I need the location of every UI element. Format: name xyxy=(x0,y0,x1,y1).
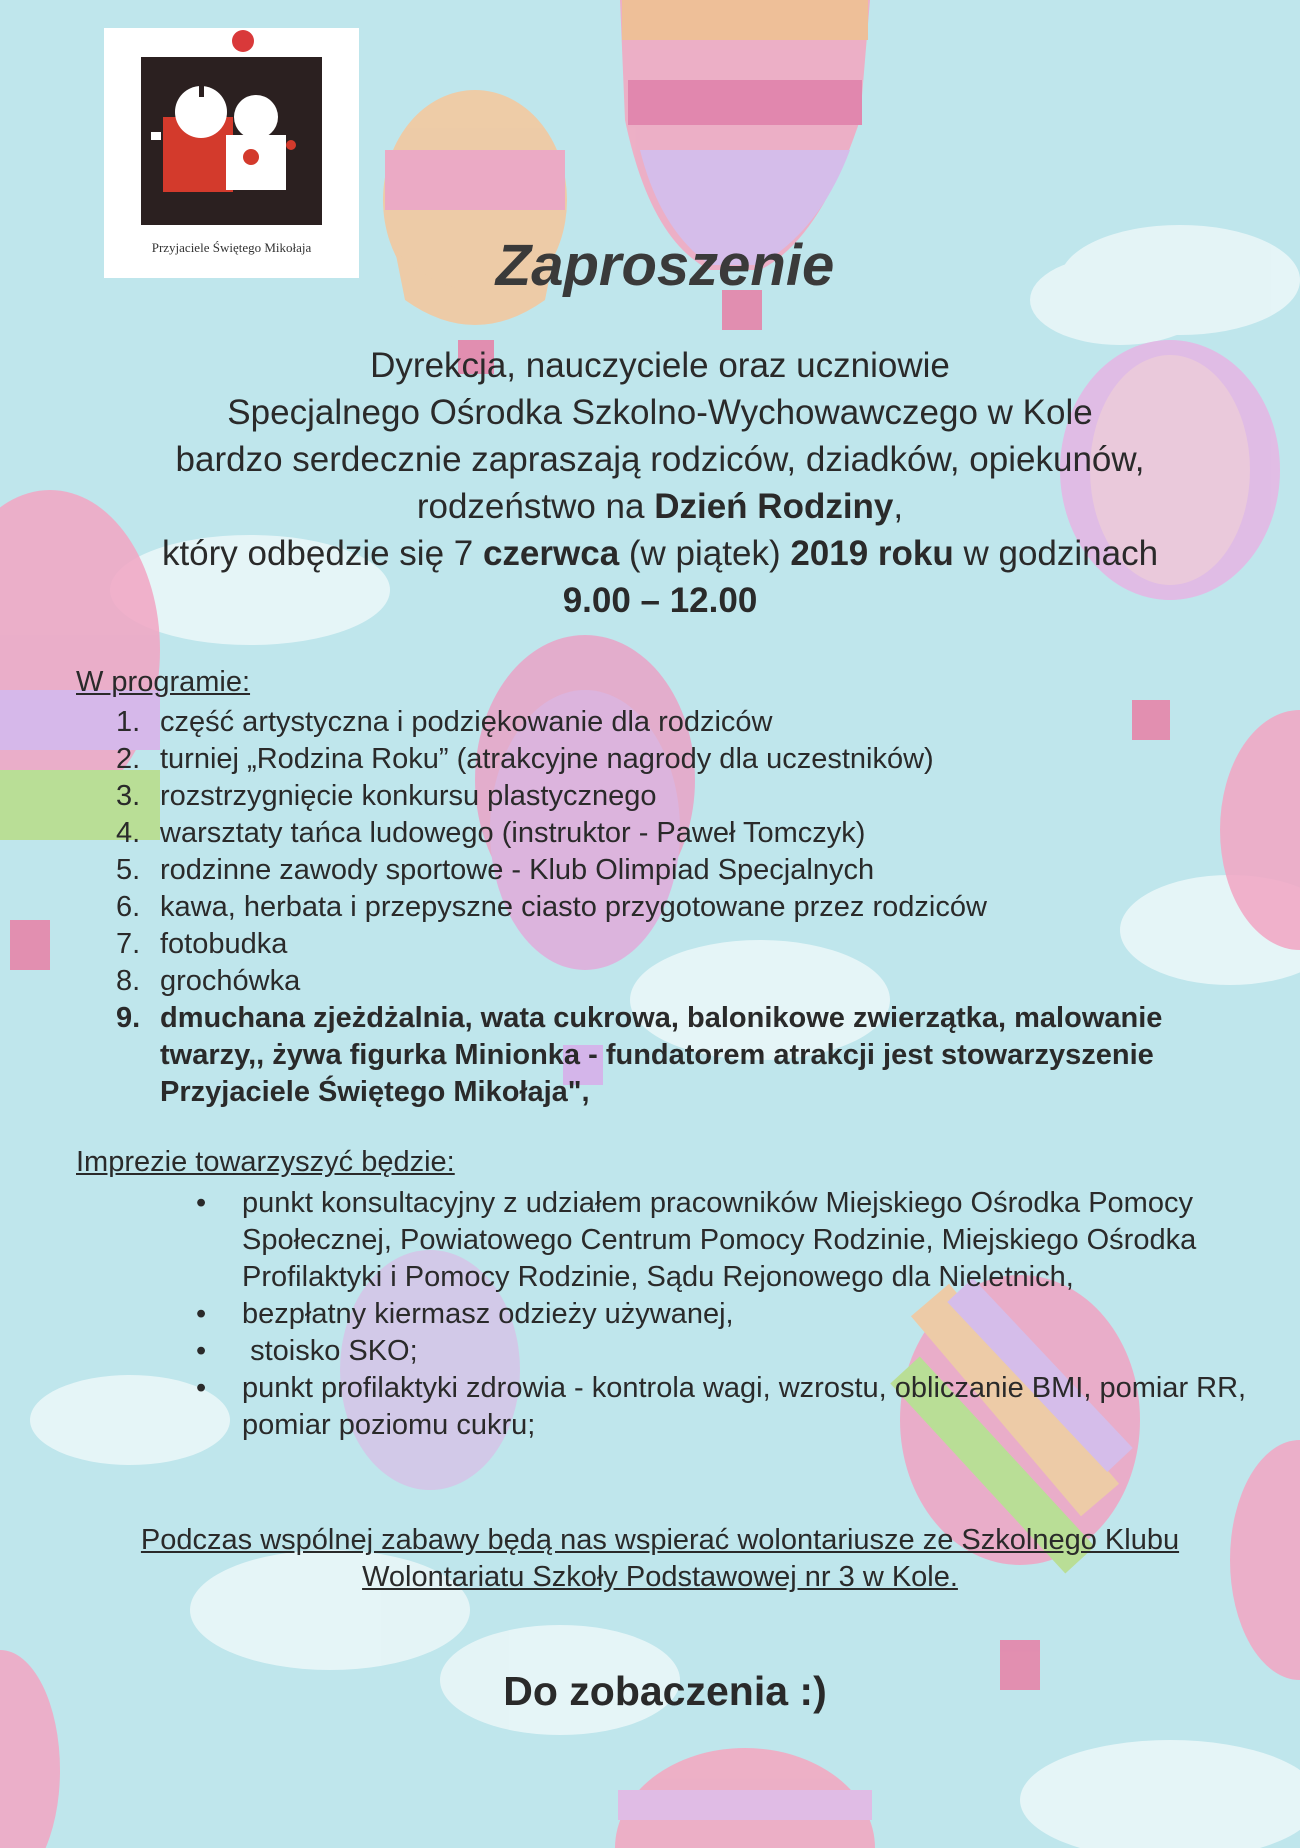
program-item-text: turniej „Rodzina Roku” (atrakcyjne nagrody dla uczestników) xyxy=(160,743,934,775)
event-time: 9.00 – 12.00 xyxy=(562,581,758,620)
intro-line: Specjalnego Ośrodka Szkolno-Wychowawczego w Kole xyxy=(227,393,1093,432)
program-item xyxy=(116,926,1266,963)
extras-item xyxy=(196,1333,1256,1370)
extras-item-text: stoisko SKO; xyxy=(242,1335,418,1367)
event-year: 2019 roku xyxy=(790,534,954,573)
program-list xyxy=(116,704,1266,1111)
program-item xyxy=(116,815,1266,852)
intro-line: bardzo serdecznie zapraszają rodziców, dziadków, opiekunów, xyxy=(175,440,1145,479)
extras-item-text: punkt profilaktyki zdrowia - kontrola wagi, wzrostu, obliczanie BMI, pomiar RR, pomiar poziomu cukru; xyxy=(242,1372,1255,1441)
extras-list xyxy=(196,1185,1256,1444)
program-item-number: 8. xyxy=(116,965,141,997)
program-item xyxy=(116,741,1266,778)
volunteers-note xyxy=(60,1522,1260,1596)
event-month: czerwca xyxy=(482,534,620,573)
extras-item xyxy=(196,1370,1256,1444)
volunteers-line: Wolontariatu Szkoły Podstawowej nr 3 w Kole. xyxy=(362,1561,958,1593)
program-item-text: część artystyczna i podziękowanie dla rodziców xyxy=(160,706,773,738)
program-item-number: 1. xyxy=(116,706,141,738)
program-item-text: warsztaty tańca ludowego (instruktor - Paweł Tomczyk) xyxy=(160,817,866,849)
logo-caption: Przyjaciele Świętego Mikołaja xyxy=(151,240,312,255)
intro-text: który odbędzie się 7 xyxy=(161,534,483,573)
program-item-text: rozstrzygnięcie konkursu plastycznego xyxy=(160,780,657,812)
intro-text: (w piątek) xyxy=(619,534,791,573)
program-item xyxy=(116,778,1266,815)
extras-item-text: punkt konsultacyjny z udziałem pracowników Miejskiego Ośrodka Pomocy Społecznej, Powiatowego Centrum Pomocy Rodzinie, Miejskiego Ośrodka Profilaktyki i Pomocy Rodzinie, Sądu Rejonowego dla Nieletnich, xyxy=(242,1187,1205,1293)
extras-item xyxy=(196,1185,1256,1296)
program-heading: W programie: xyxy=(76,666,251,698)
volunteers-line: Podczas wspólnej zabawy będą nas wspierać wolontariusze ze Szkolnego Klubu xyxy=(140,1524,1180,1556)
program-item xyxy=(116,889,1266,926)
intro-text: , xyxy=(893,487,904,526)
event-name: Dzień Rodziny xyxy=(654,487,894,526)
program-item-text: rodzinne zawody sportowe - Klub Olimpiad Specjalnych xyxy=(160,854,875,886)
intro-line xyxy=(60,530,1260,577)
bullet-icon: • xyxy=(196,1187,207,1219)
intro-text: rodzeństwo na xyxy=(416,487,655,526)
invitation-intro xyxy=(60,342,1260,624)
program-item xyxy=(116,852,1266,889)
program-item-number: 5. xyxy=(116,854,141,886)
program-item-number: 6. xyxy=(116,891,141,923)
intro-text: w godzinach xyxy=(953,534,1159,573)
intro-line xyxy=(60,483,1260,530)
program-item-text: grochówka xyxy=(160,965,301,997)
program-item-text: dmuchana zjeżdżalnia, wata cukrowa, balonikowe zwierzątka, malowanie twarzy,, żywa figurka Minionka - fundatorem atrakcji jest stowarzyszenie Przyjaciele Świętego Mikołaja", xyxy=(160,1002,1163,1108)
program-item-text: fotobudka xyxy=(160,928,288,960)
program-item-number: 7. xyxy=(116,928,141,960)
extras-item xyxy=(196,1296,1256,1333)
intro-line: Dyrekcja, nauczyciele oraz uczniowie xyxy=(370,346,950,385)
program-item-text: kawa, herbata i przepyszne ciasto przygotowane przez rodziców xyxy=(160,891,987,923)
program-item xyxy=(116,963,1266,1000)
program-item-number: 9. xyxy=(116,1002,141,1034)
program-item-number: 3. xyxy=(116,780,141,812)
bullet-icon: • xyxy=(196,1372,207,1404)
bullet-icon: • xyxy=(196,1335,207,1367)
program-item-number: 4. xyxy=(116,817,141,849)
extras-heading: Imprezie towarzyszyć będzie: xyxy=(76,1146,455,1178)
program-item xyxy=(116,704,1266,741)
extras-item-text: bezpłatny kiermasz odzieży używanej, xyxy=(242,1298,734,1330)
farewell: Do zobaczenia :) xyxy=(503,1668,827,1714)
page-title: Zaproszenie xyxy=(495,233,835,298)
bullet-icon: • xyxy=(196,1298,207,1330)
program-item-number: 2. xyxy=(116,743,141,775)
program-item xyxy=(116,1000,1266,1111)
